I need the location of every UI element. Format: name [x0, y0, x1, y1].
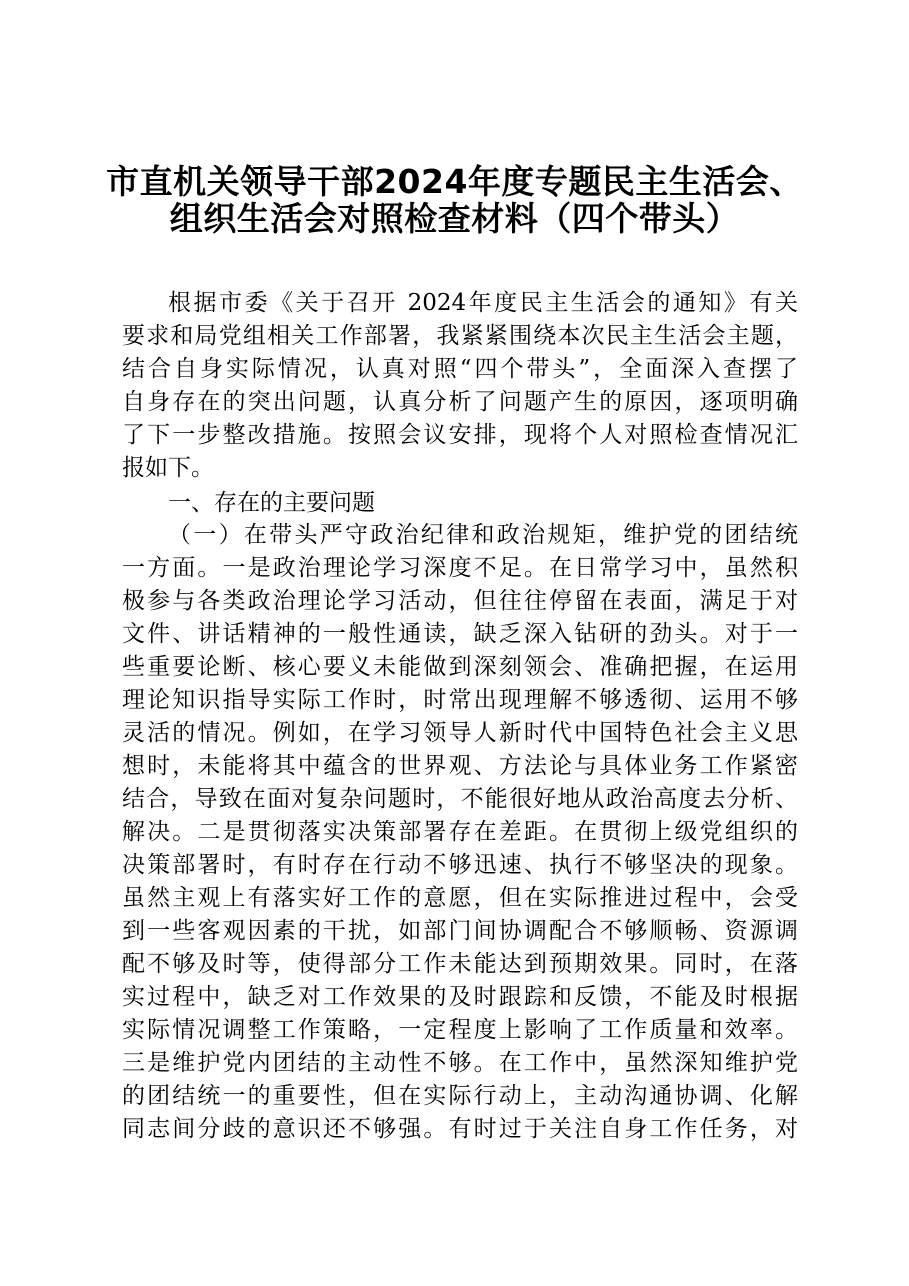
document-title-line-2: 组织生活会对照检查材料（四个带头）: [169, 199, 740, 238]
section-body-line: 理论知识指导实际工作时，时常出现理解不够透彻、运用不够: [122, 687, 798, 713]
section-body-line: 结合，导致在面对复杂问题时，不能很好地从政治高度去分析、: [122, 786, 798, 812]
section-body-line: 实过程中，缺乏对工作效果的及时跟踪和反馈，不能及时根据: [122, 984, 798, 1010]
section-body-line: 些重要论断、核心要义未能做到深刻领会、准确把握，在运用: [122, 654, 798, 680]
section-body-line: 想时，未能将其中蕴含的世界观、方法论与具体业务工作紧密: [122, 753, 798, 779]
intro-line: 结合自身实际情况，认真对照“四个带头”，全面深入查摆了: [122, 356, 798, 382]
section-body-line: 配不够及时等，使得部分工作未能达到预期效果。同时，在落: [122, 951, 798, 977]
section-body-line: 文件、讲话精神的一般性通读，缺乏深入钻研的劲头。对于一: [122, 621, 798, 647]
intro-line: 了下一步整改措施。按照会议安排，现将个人对照检查情况汇: [122, 422, 798, 448]
document-title-line-1: 市直机关领导干部2024年度专题民主生活会、: [106, 162, 803, 201]
intro-line: 要求和局党组相关工作部署，我紧紧围绕本次民主生活会主题，: [122, 323, 798, 349]
intro-line: 报如下。: [122, 455, 214, 481]
section-body-line: 解决。二是贯彻落实决策部署存在差距。在贯彻上级党组织的: [122, 819, 798, 845]
section-body-line: 极参与各类政治理论学习活动，但往往停留在表面，满足于对: [122, 588, 798, 614]
section-body-line: 一方面。一是政治理论学习深度不足。在日常学习中，虽然积: [122, 555, 798, 581]
intro-line: 根据市委《关于召开 2024年度民主生活会的通知》有关: [168, 290, 798, 316]
section-body-line: 到一些客观因素的干扰，如部门间协调配合不够顺畅、资源调: [122, 918, 798, 944]
intro-line: 自身存在的突出问题，认真分析了问题产生的原因，逐项明确: [122, 389, 798, 415]
section-body-line: 灵活的情况。例如，在学习领导人新时代中国特色社会主义思: [122, 720, 798, 746]
section-body-line: 同志间分歧的意识还不够强。有时过于关注自身工作任务，对: [122, 1116, 798, 1142]
section-body-line: 实际情况调整工作策略，一定程度上影响了工作质量和效率。: [122, 1017, 798, 1043]
section-body-line: 三是维护党内团结的主动性不够。在工作中，虽然深知维护党: [122, 1050, 798, 1076]
section-body-line: （一）在带头严守政治纪律和政治规矩，维护党的团结统: [168, 522, 798, 548]
section-body-line: 虽然主观上有落实好工作的意愿，但在实际推进过程中，会受: [122, 885, 798, 911]
section-body-line: 决策部署时，有时存在行动不够迅速、执行不够坚决的现象。: [122, 852, 798, 878]
section-body-line: 的团结统一的重要性，但在实际行动上，主动沟通协调、化解: [122, 1083, 798, 1109]
section-heading: 一、存在的主要问题: [168, 490, 375, 516]
